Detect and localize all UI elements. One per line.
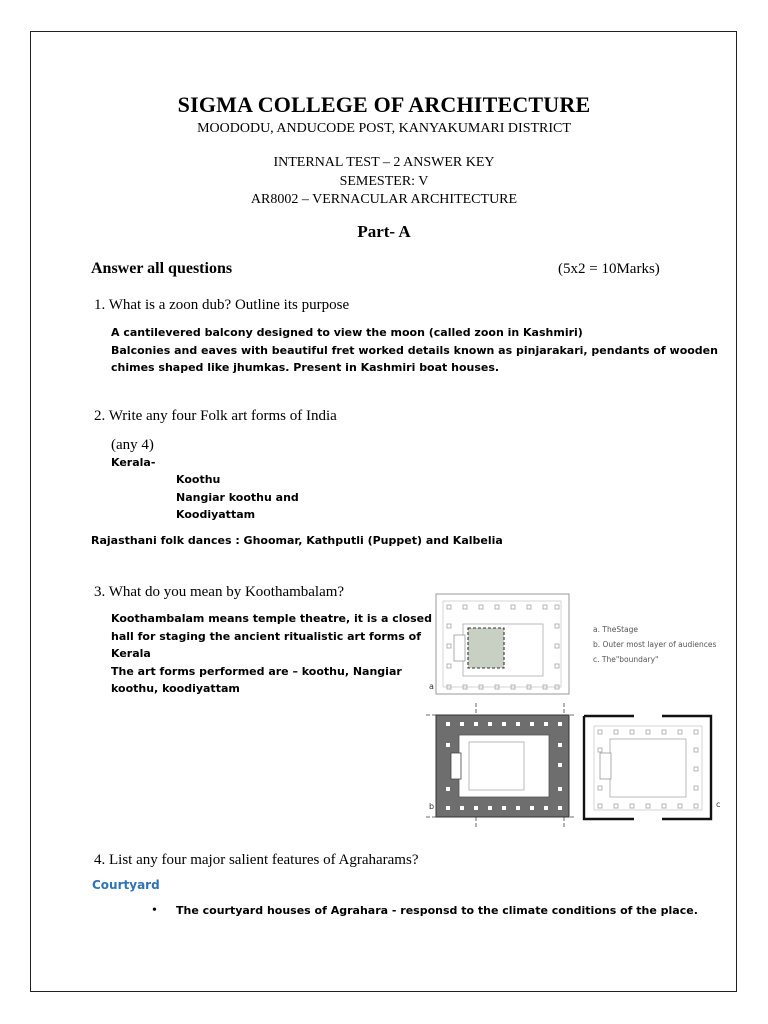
kerala-list	[176, 471, 299, 524]
answer-line: Koothambalam means temple theatre, it is a closed	[111, 612, 432, 625]
rajasthan-answer: Rajasthani folk dances : Ghoomar, Kathputli (Puppet) and Kalbelia	[91, 534, 503, 547]
question-3: 3. What do you mean by Koothambalam?	[94, 584, 345, 600]
legend-item: c. The"boundary"	[593, 655, 659, 664]
courtyard-heading: Courtyard	[92, 878, 160, 892]
courtyard-answer: The courtyard houses of Agrahara - responsd to the climate conditions of the place.	[176, 904, 698, 917]
legend-item: b. Outer most layer of audiences	[593, 640, 717, 649]
instructions-label: Answer all questions	[91, 260, 233, 277]
stage-highlight	[468, 628, 504, 668]
marks-label: (5x2 = 10Marks)	[558, 261, 660, 277]
kerala-label: Kerala-	[111, 456, 156, 469]
answer-line: chimes shaped like jhumkas. Present in Kashmiri boat houses.	[111, 361, 500, 374]
list-item: Nangiar koothu and	[176, 490, 299, 504]
answer-line: Balconies and eaves with beautiful fret worked details known as pinjarakari, pendants of wooden	[111, 343, 718, 357]
figure-legend	[593, 625, 716, 664]
koothambalam-plan-a	[427, 588, 727, 700]
semester: SEMESTER: V	[339, 174, 429, 189]
question-2: 2. Write any four Folk art forms of India	[94, 408, 337, 424]
koothambalam-plan-bc	[426, 703, 732, 835]
answer-1	[111, 324, 718, 377]
legend-item: a. TheStage	[593, 625, 638, 634]
answer-3	[111, 610, 432, 698]
column-grid	[598, 730, 698, 808]
college-address: MOODODU, ANDUCODE POST, KANYAKUMARI DISTRICT	[197, 121, 571, 136]
figure-label-c: c	[716, 800, 721, 809]
college-title: SIGMA COLLEGE OF ARCHITECTURE	[177, 92, 591, 117]
any-4-note: (any 4)	[111, 437, 154, 453]
answer-line: koothu, koodiyattam	[111, 682, 240, 695]
list-item: Koothu	[176, 473, 221, 486]
answer-line: The art forms performed are – koothu, Nangiar	[111, 664, 402, 678]
answer-line: Kerala	[111, 647, 151, 660]
question-4: 4. List any four major salient features of Agraharams?	[94, 852, 419, 868]
question-1: 1. What is a zoon dub? Outline its purpose	[94, 297, 350, 313]
figure-label-a: a	[429, 682, 434, 691]
test-title: INTERNAL TEST – 2 ANSWER KEY	[273, 155, 495, 170]
answer-line: A cantilevered balcony designed to view the moon (called zoon in Kashmiri)	[111, 326, 583, 339]
list-item: Koodiyattam	[176, 508, 256, 521]
answer-line: hall for staging the ancient ritualistic art forms of	[111, 629, 421, 643]
figure-label-b: b	[429, 802, 435, 811]
part-heading: Part- A	[357, 222, 411, 241]
course-title: AR8002 – VERNACULAR ARCHITECTURE	[250, 192, 518, 207]
bullet-icon: •	[152, 903, 157, 918]
